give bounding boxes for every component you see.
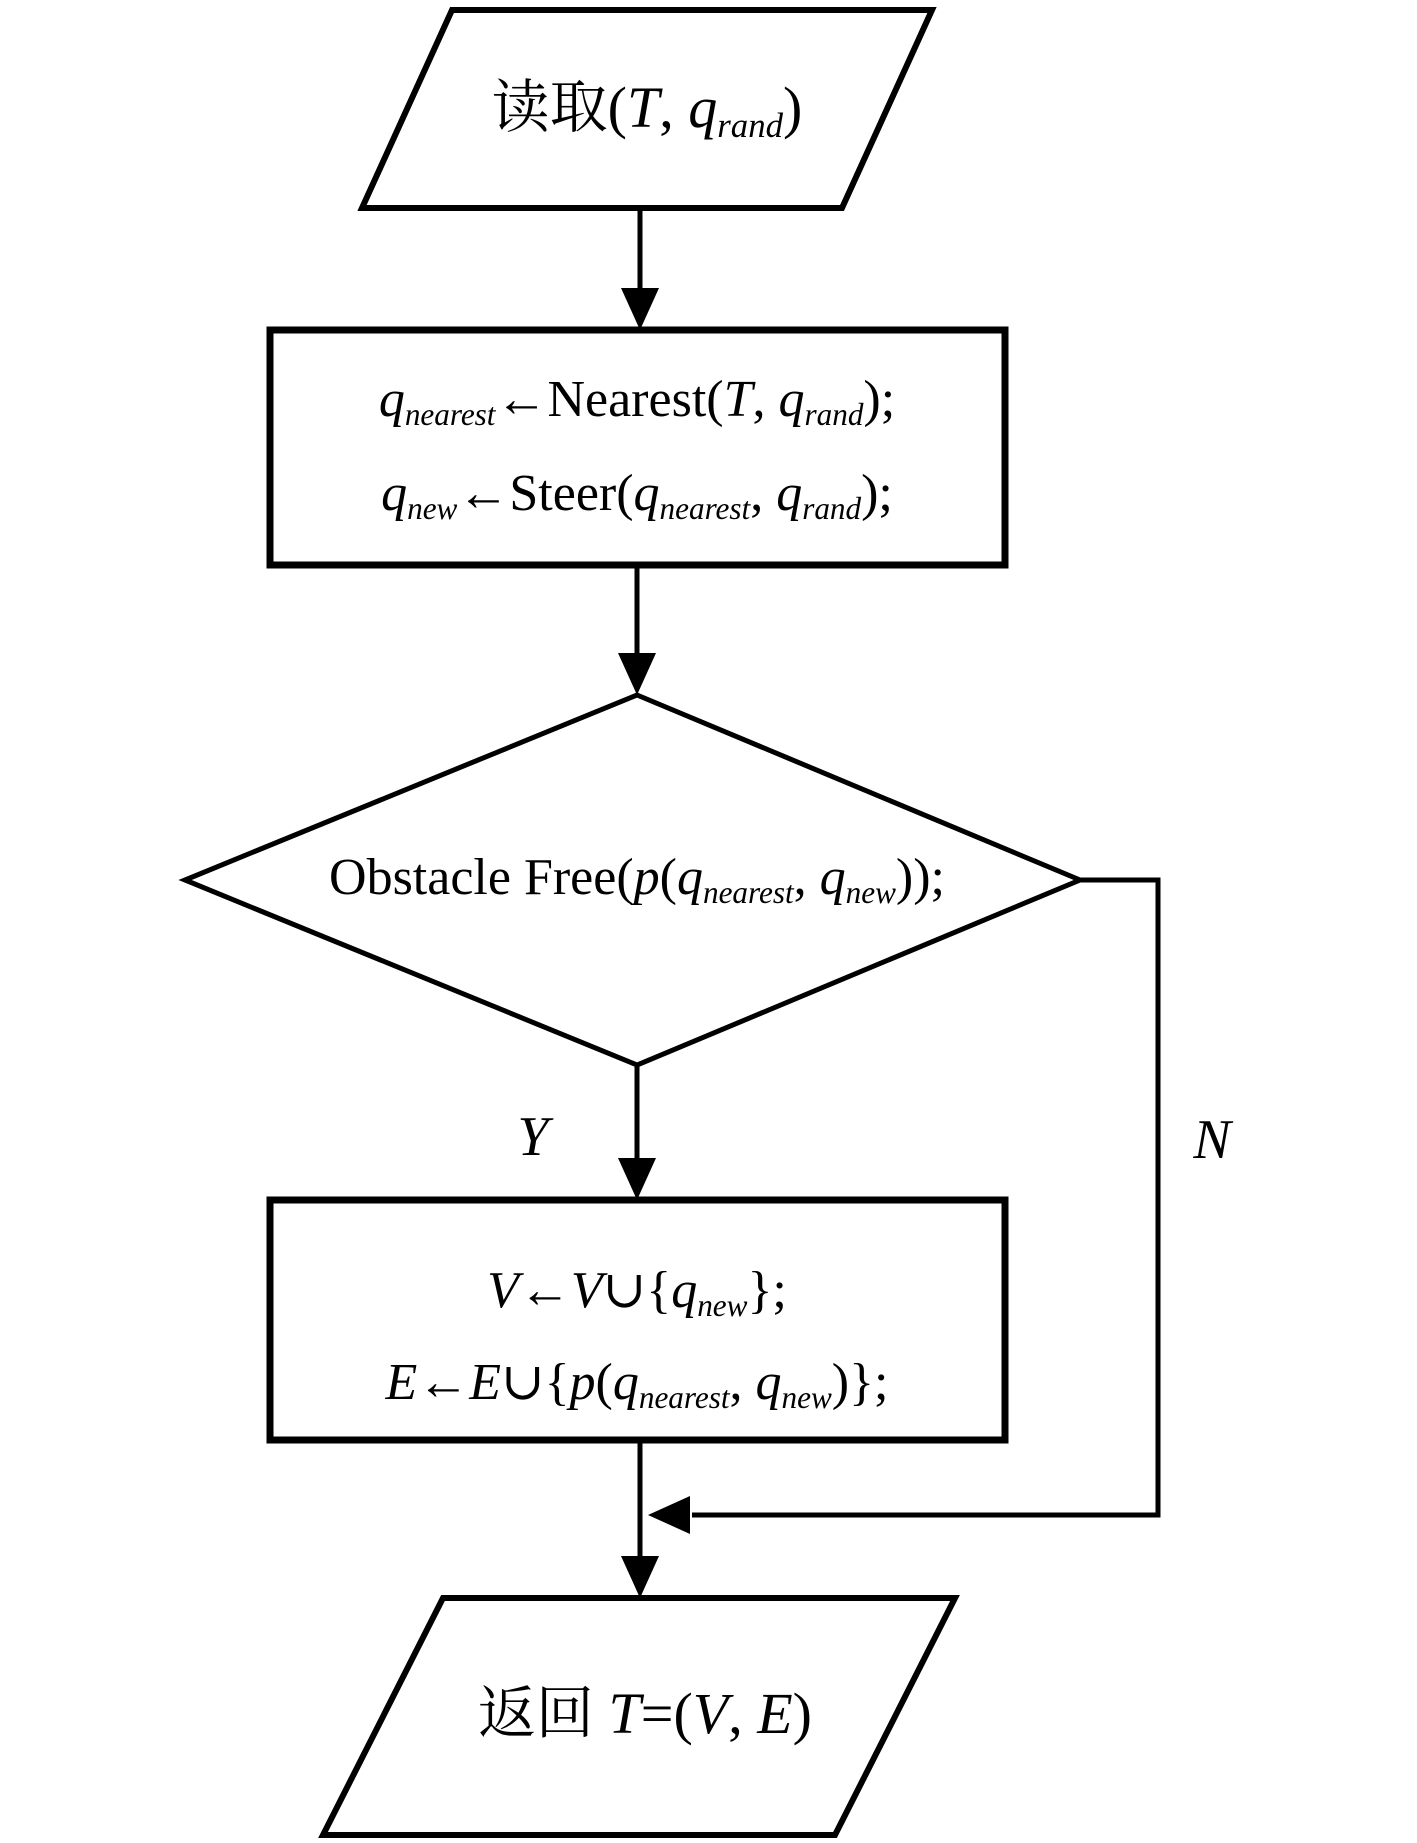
yes-branch-label: Y: [517, 1106, 549, 1168]
assign-rect: [270, 330, 1005, 565]
no-branch-label: N: [1193, 1109, 1231, 1171]
condition-node-label: Obstacle $Free(p(q_{nearest}$, $q_{new}$));: [329, 849, 945, 910]
arrowhead-update-to-output: [621, 1556, 659, 1598]
arrowhead-input-to-assign: [621, 288, 659, 330]
arrowhead-n-merge: [648, 1496, 690, 1534]
input-node-label: 读取(T, $q_{rand}$): [491, 75, 803, 145]
assign-node-line-2: $q_{new}\leftarrow Steer(q_{nearest}$, $q_{rand}$);: [381, 465, 893, 526]
update-node-line-1: $V\leftarrow V\cup\{q_{new}\}$;: [487, 1262, 787, 1323]
arrowhead-condition-to-update: [618, 1158, 656, 1200]
update-node-line-2: $E\leftarrow E\cup\{p(q_{nearest}$, $q_{new}$)};: [385, 1354, 889, 1415]
arrowhead-assign-to-condition: [618, 653, 656, 695]
output-node-label: 返回 T=(V, E): [477, 1681, 813, 1746]
assign-node-line-1: $q_{nearest}\leftarrow Nearest(T$, $q_{rand}$);: [378, 371, 896, 432]
